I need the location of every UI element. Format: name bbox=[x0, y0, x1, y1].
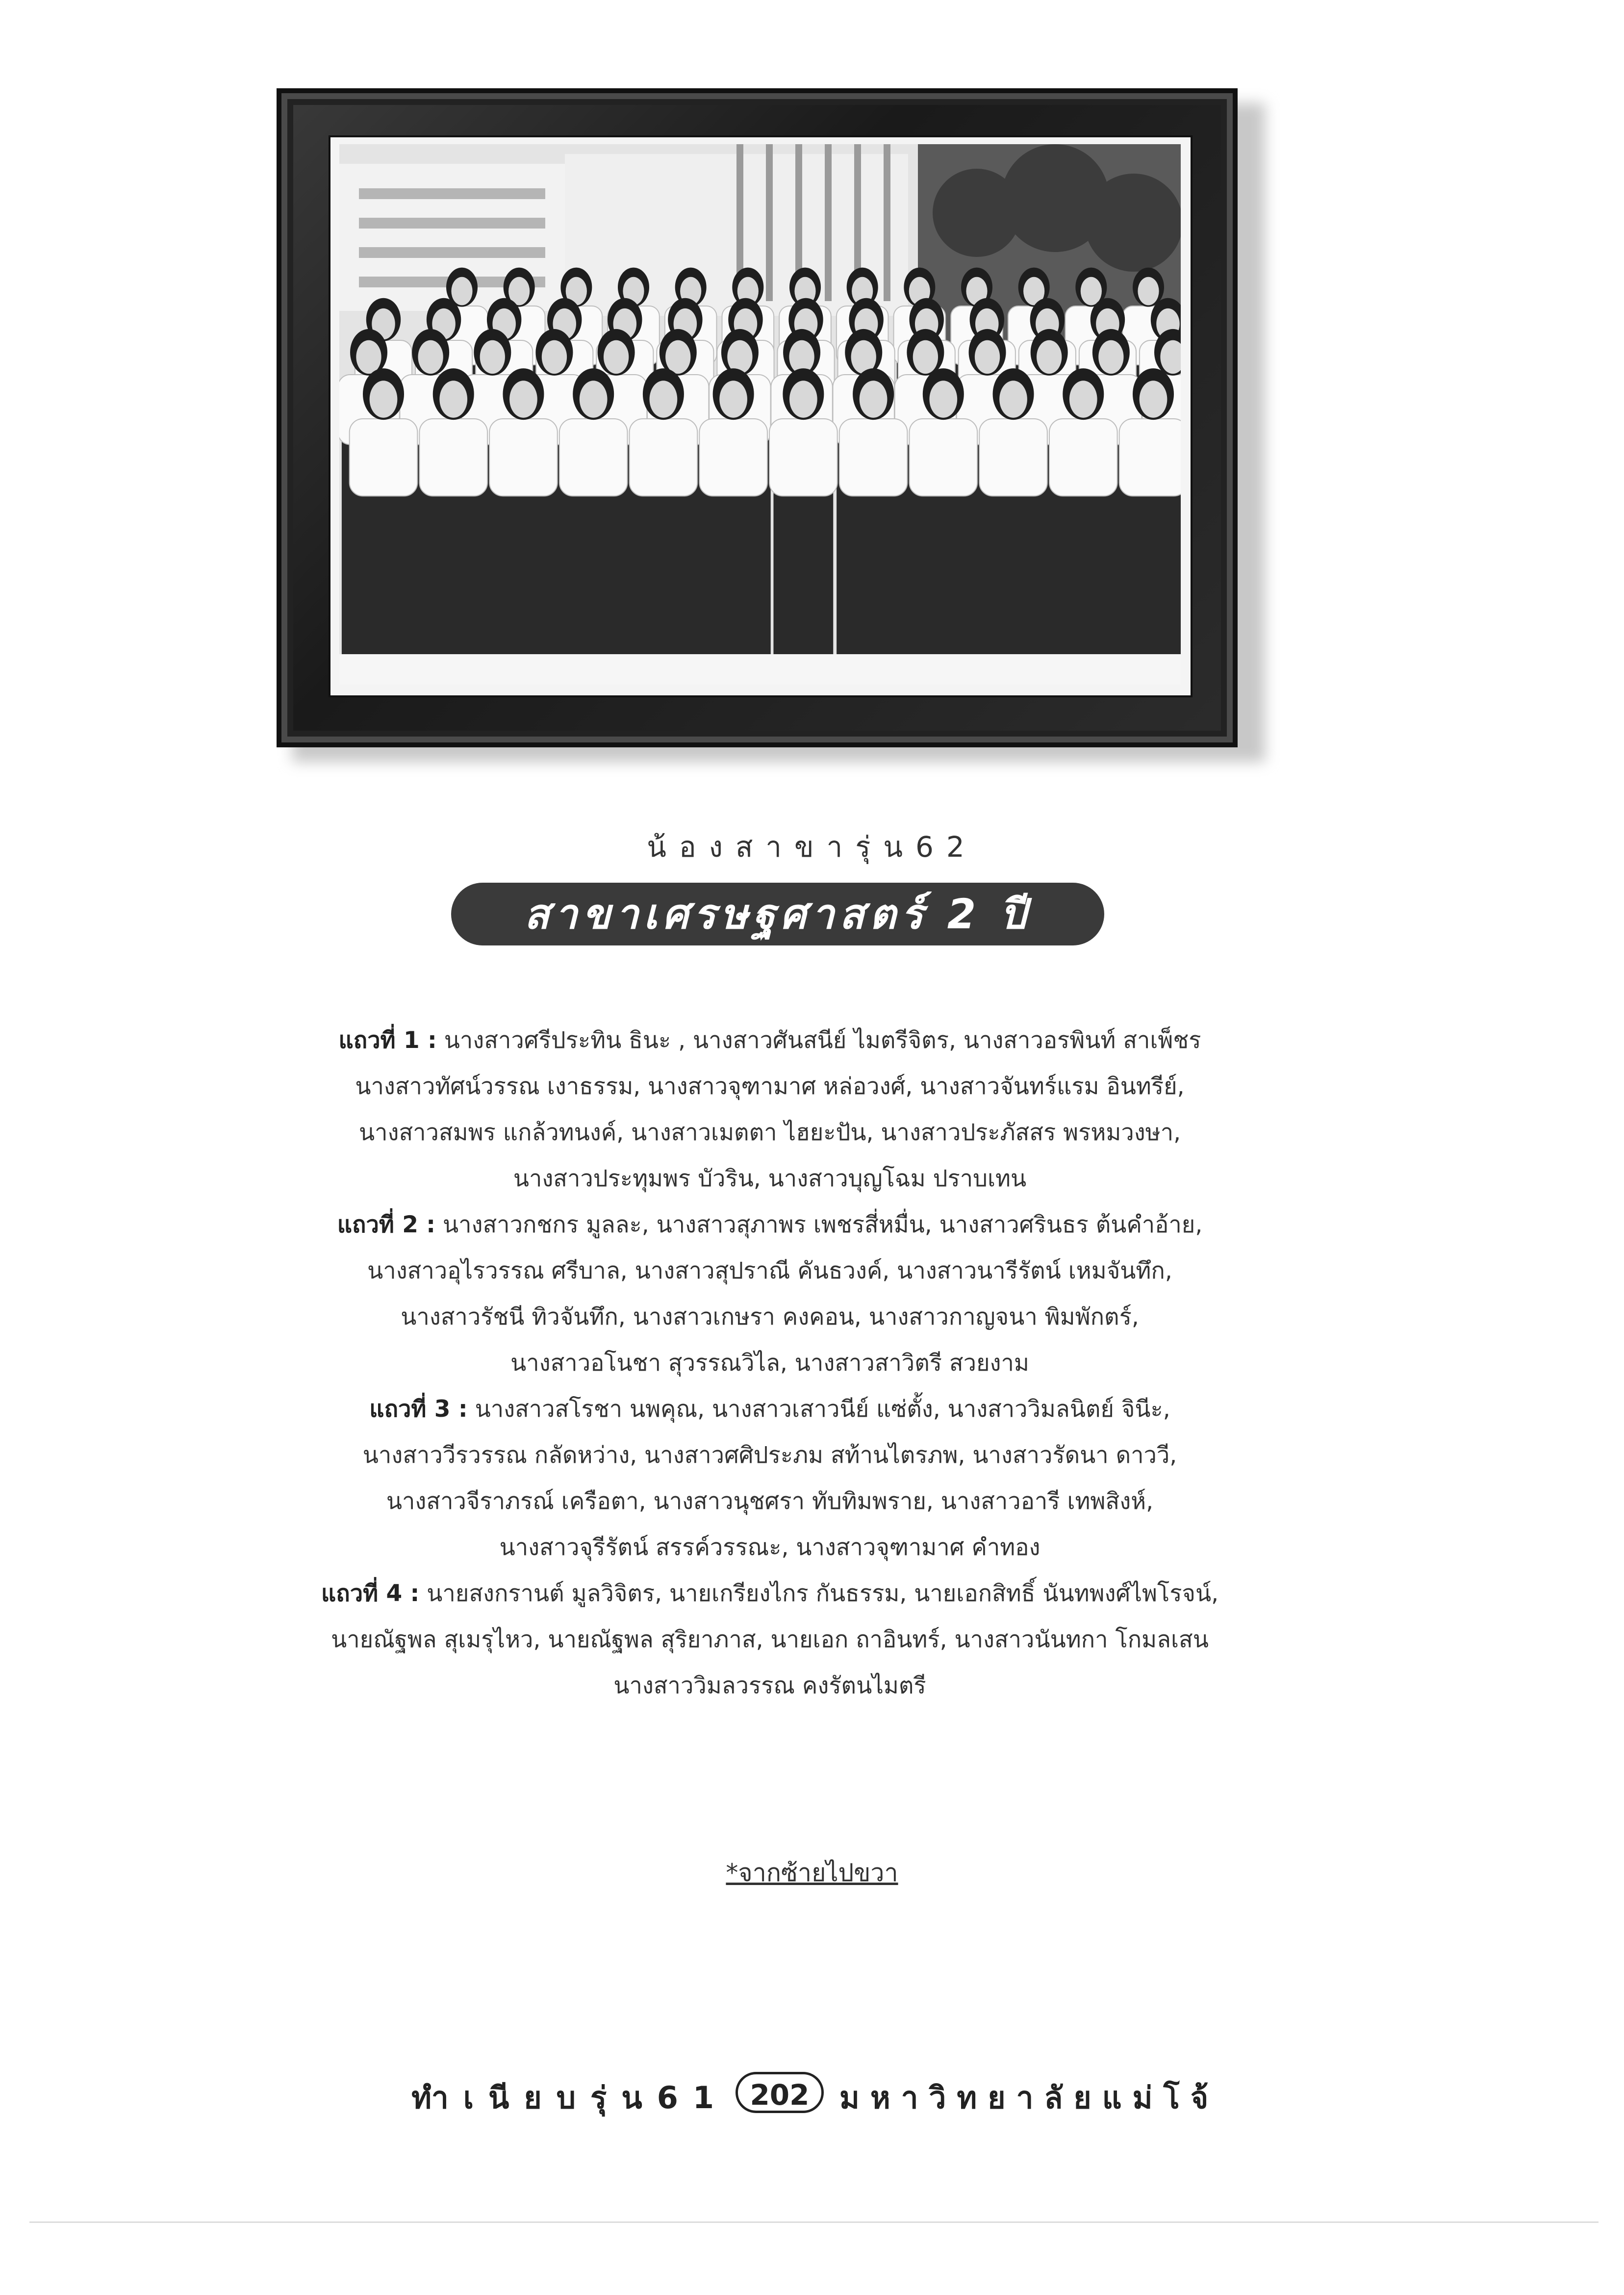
row-1-line-1 bbox=[265, 1018, 1275, 1064]
row-4-label: แถวที่ 4 : bbox=[321, 1580, 420, 1607]
group-photo-illustration bbox=[339, 144, 1181, 685]
name-rows bbox=[265, 1018, 1275, 1709]
row-1-line-4: นางสาวประทุมพร บัวริน, นางสาวบุญโฉม ปราบเทน bbox=[513, 1165, 1027, 1192]
photo-frame bbox=[277, 88, 1238, 747]
row-3-label: แถวที่ 3 : bbox=[369, 1396, 468, 1423]
footer-yearbook-title: ทำเนียบรุ่น61 bbox=[411, 2080, 729, 2116]
row-1-label: แถวที่ 1 : bbox=[338, 1027, 437, 1054]
row-2-label: แถวที่ 2 : bbox=[337, 1211, 436, 1238]
row-1-line-3: นางสาวสมพร แกล้วทนงค์, นางสาวเมตตา ไฮยะปัน, นางสาวประภัสสร พรหมวงษา, bbox=[358, 1119, 1181, 1146]
row-3-line-1 bbox=[265, 1386, 1275, 1432]
row-3-line-2: นางสาววีรวรรณ กลัดหว่าง, นางสาวศศิประภม สท้านไตรภพ, นางสาวรัดนา ดาววี, bbox=[362, 1442, 1177, 1469]
group-photo bbox=[339, 144, 1181, 685]
row-2-line-2: นางสาวอุไรวรรณ ศรีบาล, นางสาวสุปราณี คันธวงค์, นางสาวนารีรัตน์ เหมจันทึก, bbox=[367, 1257, 1172, 1284]
row-4-line-3: นางสาววิมลวรรณ คงรัตนไมตรี bbox=[613, 1672, 926, 1699]
row-1-names: นางสาวศรีประทิน ธินะ , นางสาวศันสนีย์ ไมตรีจิตร, นางสาวอรพินท์ สาเพ็ชร bbox=[444, 1027, 1201, 1054]
photo-mat bbox=[329, 135, 1193, 697]
row-4-line-2: นายณัฐพล สุเมรุไหว, นายณัฐพล สุริยาภาส, นายเอก ถาอินทร์, นางสาวนันทกา โกมลเสน bbox=[331, 1626, 1209, 1653]
program-banner: สาขาเศรษฐศาสตร์ 2 ปี bbox=[451, 883, 1104, 945]
order-note bbox=[0, 1854, 1624, 1892]
row-2-line-3: นางสาวรัชนี ทิวจันทึก, นางสาวเกษรา คงคอน, นางสาวกาญจนา พิมพักตร์, bbox=[401, 1303, 1139, 1330]
page-footer bbox=[0, 2067, 1624, 2116]
row-3-names: นางสาวสโรชา นพคุณ, นางสาวเสาวนีย์ แซ่ตั้ง, นางสาววิมลนิตย์ จินีะ, bbox=[475, 1396, 1170, 1423]
bottom-rule bbox=[29, 2221, 1599, 2223]
row-3-line-3: นางสาวจีราภรณ์ เครือตา, นางสาวนุชศรา ทับทิมพราย, นางสาวอารี เทพสิงห์, bbox=[386, 1488, 1154, 1515]
row-4-names: นายสงกรานต์ มูลวิจิตร, นายเกรียงไกร กันธรรม, นายเอกสิทธิ์ นันทพงศ์ไพโรจน์, bbox=[427, 1580, 1219, 1607]
row-2-line-4: นางสาวอโนชา สุวรรณวิไล, นางสาวสาวิตรี สวยงาม bbox=[510, 1350, 1029, 1377]
footer-university-name: มหาวิทยาลัยแม่โจ้ bbox=[839, 2080, 1219, 2116]
row-1-line-2: นางสาวทัศน์วรรณ เงาธรรม, นางสาวจุฑามาศ หล่อวงศ์, นางสาวจันทร์แรม อินทรีย์, bbox=[355, 1073, 1185, 1100]
row-2-line-1 bbox=[265, 1202, 1275, 1248]
row-3-line-4: นางสาวจุรีรัตน์ สรรค์วรรณะ, นางสาวจุฑามาศ คำทอง bbox=[499, 1534, 1040, 1561]
cohort-heading: น้องสาขารุ่น62 bbox=[647, 830, 977, 864]
row-4-line-1 bbox=[265, 1571, 1275, 1617]
page-number: 202 bbox=[736, 2072, 824, 2113]
order-note-text: *จากซ้ายไปขวา bbox=[726, 1859, 898, 1887]
row-2-names: นางสาวกชกร มูลละ, นางสาวสุภาพร เพชรสี่หมื่น, นางสาวศรินธร ต้นคำอ้าย, bbox=[443, 1211, 1203, 1238]
